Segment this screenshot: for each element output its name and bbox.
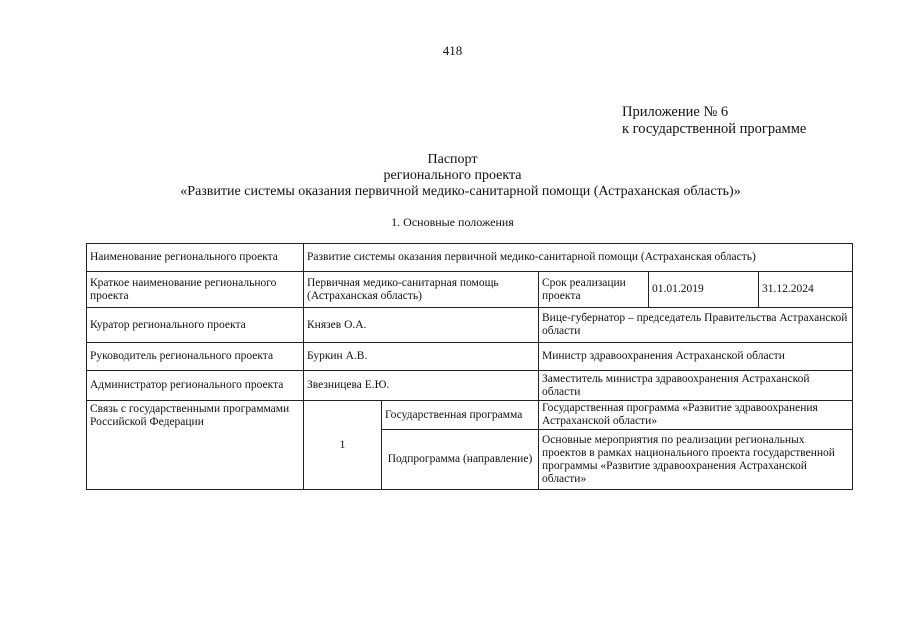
period-label: Срок реализации проекта: [539, 272, 649, 308]
row-label-administrator: Администратор регионального проекта: [87, 371, 304, 401]
curator-position: Вице-губернатор – председатель Правительства Астраханской области: [539, 308, 853, 343]
passport-table: [86, 243, 853, 490]
administrator-name: Звезницева Е.Ю.: [304, 371, 539, 401]
row-label-project-name: Наименование регионального проекта: [87, 244, 304, 272]
appendix-reference: к государственной программе: [622, 121, 807, 137]
row-label-short-name: Краткое наименование регионального проекта: [87, 272, 304, 308]
head-position: Министр здравоохранения Астраханской области: [539, 343, 853, 371]
page-number: 418: [442, 43, 463, 58]
title-project-name: «Развитие системы оказания первичной медико-санитарной помощи (Астраханская область)»: [180, 184, 741, 199]
table-row: [87, 371, 853, 401]
link-number: 1: [304, 401, 382, 490]
title-passport: Паспорт: [427, 152, 478, 167]
appendix-number: Приложение № 6: [622, 104, 729, 120]
head-name: Буркин А.В.: [304, 343, 539, 371]
appendix-note: [622, 104, 806, 138]
table-row: [87, 244, 853, 272]
row-label-state-programs: Связь с государственными программами Российской Федерации: [87, 401, 304, 490]
state-program-value: Государственная программа «Развитие здравоохранения Астраханской области»: [539, 401, 853, 430]
subprogram-label: Подпрограмма (направление): [382, 430, 539, 490]
subprogram-value: Основные мероприятия по реализации региональных проектов в рамках национального проекта государственной программы «Развитие здравоохранения Астраханской области»: [539, 430, 853, 490]
row-label-curator: Куратор регионального проекта: [87, 308, 304, 343]
table-row: [87, 343, 853, 371]
title-subtitle: регионального проекта: [383, 168, 522, 183]
table-row: [87, 308, 853, 343]
row-label-head: Руководитель регионального проекта: [87, 343, 304, 371]
short-name-value: Первичная медико-санитарная помощь (Астраханская область): [304, 272, 539, 308]
project-name-value: Развитие системы оказания первичной медико-санитарной помощи (Астраханская область): [304, 244, 853, 272]
administrator-position: Заместитель министра здравоохранения Астраханской области: [539, 371, 853, 401]
document-title: [0, 152, 905, 200]
section-heading: 1. Основные положения: [391, 215, 514, 229]
table-row: [87, 401, 853, 430]
state-program-label: Государственная программа: [382, 401, 539, 430]
end-date: 31.12.2024: [759, 272, 853, 308]
table-row: [87, 272, 853, 308]
curator-name: Князев О.А.: [304, 308, 539, 343]
start-date: 01.01.2019: [649, 272, 759, 308]
